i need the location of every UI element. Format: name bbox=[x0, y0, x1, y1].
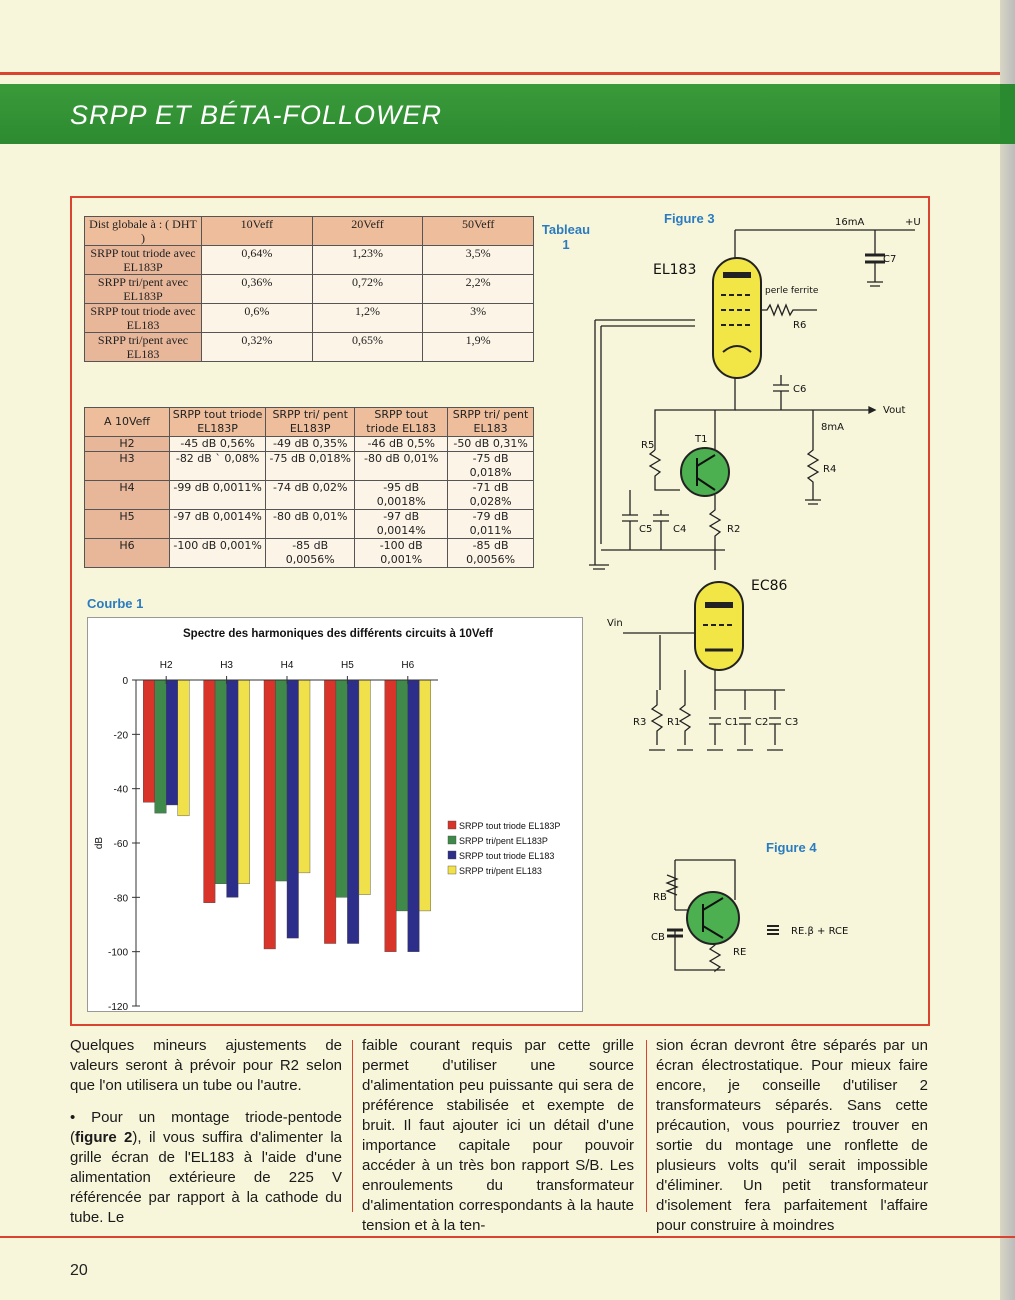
label-c1: C1 bbox=[725, 717, 739, 728]
label-ferrite: perle ferrite bbox=[765, 286, 819, 296]
capacitors-c5-c4 bbox=[601, 490, 725, 550]
label-r3: R3 bbox=[633, 717, 647, 728]
bottom-rule bbox=[0, 1236, 1015, 1238]
table-header-cell: SRPP tout triode EL183P bbox=[170, 408, 266, 437]
table-cell: 3,5% bbox=[423, 246, 534, 275]
legend-entry: SRPP tri/pent EL183 bbox=[459, 866, 542, 876]
table-cell: -99 dB 0,0011% bbox=[170, 481, 266, 510]
table-cell: -79 dB 0,011% bbox=[448, 510, 534, 539]
table-cell: 1,9% bbox=[423, 333, 534, 362]
x-tick-label: H3 bbox=[220, 660, 233, 671]
chart-bar bbox=[155, 680, 167, 813]
page-edge bbox=[1000, 0, 1015, 1300]
table-cell: 1,2% bbox=[312, 304, 423, 333]
chart-title: Spectre des harmoniques des différents circuits à 10Veff bbox=[183, 628, 493, 640]
table-cell: 0,64% bbox=[202, 246, 313, 275]
label-c3: C3 bbox=[785, 717, 799, 728]
legend-swatch bbox=[448, 821, 456, 829]
tableau-caption: Tableau 1 bbox=[541, 222, 591, 252]
chart-bar bbox=[215, 680, 227, 884]
table-cell: -80 dB 0,01% bbox=[355, 452, 448, 481]
table-cell: 1,23% bbox=[312, 246, 423, 275]
chart-bar bbox=[227, 680, 239, 897]
transistor-t1 bbox=[681, 448, 729, 496]
table-cell: 2,2% bbox=[423, 275, 534, 304]
y-tick-label: -100 bbox=[107, 947, 128, 959]
chart-bar bbox=[385, 680, 397, 952]
legend-swatch bbox=[448, 851, 456, 859]
table-cell: -45 dB 0,56% bbox=[170, 437, 266, 452]
text-span: ), il vous suffira d'alimenter la grille écran de l'EL183 à l'aide d'une alimentation extérieure de 225 V référencée par rapport à la cathode du tube. Le bbox=[70, 1129, 342, 1226]
table-header-cell: SRPP tri/ pent EL183 bbox=[448, 408, 534, 437]
capacitor-c7 bbox=[865, 255, 885, 262]
text-column-1 bbox=[70, 1036, 342, 1240]
table-cell: -85 dB 0,0056% bbox=[266, 539, 355, 568]
tube-anode bbox=[705, 602, 733, 608]
legend-swatch bbox=[448, 866, 456, 874]
schematic-figures bbox=[585, 210, 930, 1020]
label-r2: R2 bbox=[727, 524, 741, 535]
label-r4: R4 bbox=[823, 464, 837, 475]
table-cell: -75 dB 0,018% bbox=[448, 452, 534, 481]
label-el183: EL183 bbox=[653, 262, 697, 278]
ground-symbol bbox=[589, 565, 609, 569]
y-tick-label: -80 bbox=[113, 893, 128, 905]
table-header-row bbox=[85, 217, 534, 246]
table-row bbox=[85, 437, 534, 452]
label-re: RE bbox=[733, 947, 747, 958]
table-header-cell: SRPP tri/ pent EL183P bbox=[266, 408, 355, 437]
top-rule bbox=[0, 72, 1015, 75]
table-row bbox=[85, 539, 534, 568]
table-header-cell: 10Veff bbox=[202, 217, 313, 246]
table-cell: -82 dB ` 0,08% bbox=[170, 452, 266, 481]
text-span: • Pour un montage triode-pentode ( bbox=[70, 1109, 342, 1146]
label-r6: R6 bbox=[793, 320, 807, 331]
page-edge-tab bbox=[1000, 84, 1015, 144]
y-tick-label: -20 bbox=[113, 730, 128, 742]
harmonics-chart bbox=[87, 617, 583, 1012]
transistor-figure4 bbox=[687, 892, 739, 944]
table-cell: -50 dB 0,31% bbox=[448, 437, 534, 452]
legend-entry: SRPP tout triode EL183 bbox=[459, 851, 555, 861]
table-header-cell: 20Veff bbox=[312, 217, 423, 246]
y-tick-label: -60 bbox=[113, 839, 128, 850]
column-divider bbox=[352, 1040, 353, 1212]
x-tick-label: H5 bbox=[341, 660, 354, 671]
equivalence-symbol bbox=[767, 926, 779, 934]
label-t1: T1 bbox=[695, 434, 708, 445]
table-row bbox=[85, 304, 534, 333]
text-column-2 bbox=[362, 1036, 634, 1248]
chart-bar bbox=[264, 680, 276, 949]
label-c2: C2 bbox=[755, 717, 769, 728]
chart-svg bbox=[88, 618, 582, 1011]
row-label: H6 bbox=[85, 539, 170, 568]
table-cell: -46 dB 0,5% bbox=[355, 437, 448, 452]
resistor-r6 bbox=[760, 305, 817, 315]
chart-bar bbox=[166, 680, 178, 805]
table-row bbox=[85, 275, 534, 304]
y-tick-label: -120 bbox=[107, 1002, 128, 1011]
label-r5: R5 bbox=[641, 440, 655, 451]
row-label: H3 bbox=[85, 452, 170, 481]
table-cell: 0,32% bbox=[202, 333, 313, 362]
table-header-cell: 50Veff bbox=[423, 217, 534, 246]
figure-reference: figure 2 bbox=[75, 1129, 133, 1146]
label-vin: Vin bbox=[607, 618, 623, 629]
chart-bar bbox=[276, 680, 288, 881]
paragraph: sion écran devront être séparés par un écran électrostatique. Pour mieux faire encore, je conseille d'utiliser 2 transformateurs séparés. Sans cette précaution, vous pourriez trouver en sortie du montage une ronflette de plusieurs volts qu'il serait impossible d'éliminer. Un petit transformateur d'isolement fera parfaitement l'affaire pour construire à moindres bbox=[656, 1037, 928, 1234]
x-tick-label: H2 bbox=[159, 660, 173, 671]
ground-symbol bbox=[805, 500, 821, 504]
chart-bar bbox=[419, 680, 431, 911]
text-column-3 bbox=[656, 1036, 928, 1248]
table-cell: -49 dB 0,35% bbox=[266, 437, 355, 452]
chart-bar bbox=[408, 680, 420, 952]
table-row bbox=[85, 481, 534, 510]
chart-bar bbox=[359, 680, 371, 895]
chart-bar bbox=[347, 680, 359, 944]
table-row bbox=[85, 510, 534, 539]
label-current-top: 16mA bbox=[835, 217, 865, 228]
row-label: SRPP tri/pent avec EL183 bbox=[85, 333, 202, 362]
table-cell: -95 dB 0,0018% bbox=[355, 481, 448, 510]
table-cell: -71 dB 0,028% bbox=[448, 481, 534, 510]
chart-bar bbox=[396, 680, 408, 911]
paragraph: Quelques mineurs ajustements de valeurs seront à prévoir pour R2 selon que l'on utilisera un tube ou l'autre. bbox=[70, 1037, 342, 1094]
row-label: H5 bbox=[85, 510, 170, 539]
table-cell: -80 dB 0,01% bbox=[266, 510, 355, 539]
table-header-cell: A 10Veff bbox=[85, 408, 170, 437]
table-header-cell: SRPP tout triode EL183 bbox=[355, 408, 448, 437]
chart-bar bbox=[143, 680, 155, 802]
table-cell: 0,36% bbox=[202, 275, 313, 304]
paragraph bbox=[70, 1108, 342, 1228]
table-cell: -100 dB 0,001% bbox=[355, 539, 448, 568]
page-number: 20 bbox=[70, 1262, 88, 1279]
label-ec86: EC86 bbox=[751, 578, 788, 594]
legend-swatch bbox=[448, 836, 456, 844]
label-vout: Vout bbox=[883, 405, 906, 416]
y-axis-title: dB bbox=[94, 836, 105, 850]
x-tick-label: H4 bbox=[280, 660, 294, 671]
x-tick-label: H6 bbox=[401, 660, 415, 671]
table-header-cell: Dist globale à : ( DHT ) bbox=[85, 217, 202, 246]
paragraph: faible courant requis par cette grille permet d'utiliser une source d'alimentation peu puissante qui sera de préférence stabilisée et exempte de bruit. Il faut ajouter ici un détail d'une importance capitale pour pouvoir accéder à un très bon rapport S/B. Les enroulements du transformateur d'alimentation correspondants à la haute tension et à la ten- bbox=[362, 1037, 634, 1234]
legend-entry: SRPP tri/pent EL183P bbox=[459, 836, 548, 846]
label-current-mid: 8mA bbox=[821, 422, 844, 433]
legend-entry: SRPP tout triode EL183P bbox=[459, 821, 561, 831]
table-cell: 0,72% bbox=[312, 275, 423, 304]
table-cell: 0,6% bbox=[202, 304, 313, 333]
y-tick-label: 0 bbox=[122, 676, 128, 687]
table-cell: -85 dB 0,0056% bbox=[448, 539, 534, 568]
chart-bar bbox=[336, 680, 348, 897]
chart-bar bbox=[204, 680, 216, 903]
table-row bbox=[85, 246, 534, 275]
resistor-r5 bbox=[650, 450, 680, 490]
row-label: SRPP tout triode avec EL183 bbox=[85, 304, 202, 333]
resistor-r4 bbox=[808, 410, 818, 500]
figure4-caption: Figure 4 bbox=[766, 840, 817, 855]
courbe-caption: Courbe 1 bbox=[87, 596, 144, 611]
label-rb: RB bbox=[653, 892, 667, 903]
chart-bar bbox=[324, 680, 336, 944]
table-row bbox=[85, 333, 534, 362]
figure3-caption: Figure 3 bbox=[664, 211, 715, 226]
table-cell: 3% bbox=[423, 304, 534, 333]
row-label: SRPP tout triode avec EL183P bbox=[85, 246, 202, 275]
chart-bar bbox=[287, 680, 299, 938]
row-label: SRPP tri/pent avec EL183P bbox=[85, 275, 202, 304]
table-cell: -97 dB 0,0014% bbox=[170, 510, 266, 539]
chart-bar bbox=[178, 680, 190, 816]
ground-symbol bbox=[867, 282, 883, 286]
table-cell: -74 dB 0,02% bbox=[266, 481, 355, 510]
label-r1: R1 bbox=[667, 717, 681, 728]
capacitor-c6 bbox=[773, 375, 789, 410]
arrow bbox=[869, 407, 875, 413]
grid-wiring bbox=[595, 320, 695, 550]
label-cb: CB bbox=[651, 932, 665, 943]
figure4-equation: RE.β + RCE bbox=[791, 926, 849, 937]
distortion-table bbox=[84, 216, 534, 362]
table-cell: -97 dB 0,0014% bbox=[355, 510, 448, 539]
harmonics-table bbox=[84, 407, 534, 568]
label-c6: C6 bbox=[793, 384, 807, 395]
label-supply: +U bbox=[905, 217, 921, 228]
tube-anode bbox=[723, 272, 751, 278]
page-title: SRPP ET BÉTA-FOLLOWER bbox=[70, 100, 443, 130]
label-c5: C5 bbox=[639, 524, 653, 535]
label-c4: C4 bbox=[673, 524, 687, 535]
capacitors-c1-c2-c3 bbox=[709, 718, 781, 745]
table-header-row bbox=[85, 408, 534, 437]
table-cell: -75 dB 0,018% bbox=[266, 452, 355, 481]
row-label: H4 bbox=[85, 481, 170, 510]
table-row bbox=[85, 452, 534, 481]
label-c7: C7 bbox=[883, 254, 897, 265]
chart-bar bbox=[238, 680, 250, 884]
table-cell: 0,65% bbox=[312, 333, 423, 362]
chart-bar bbox=[299, 680, 311, 873]
table-cell: -100 dB 0,001% bbox=[170, 539, 266, 568]
row-label: H2 bbox=[85, 437, 170, 452]
column-divider bbox=[646, 1040, 647, 1212]
y-tick-label: -40 bbox=[113, 784, 128, 796]
